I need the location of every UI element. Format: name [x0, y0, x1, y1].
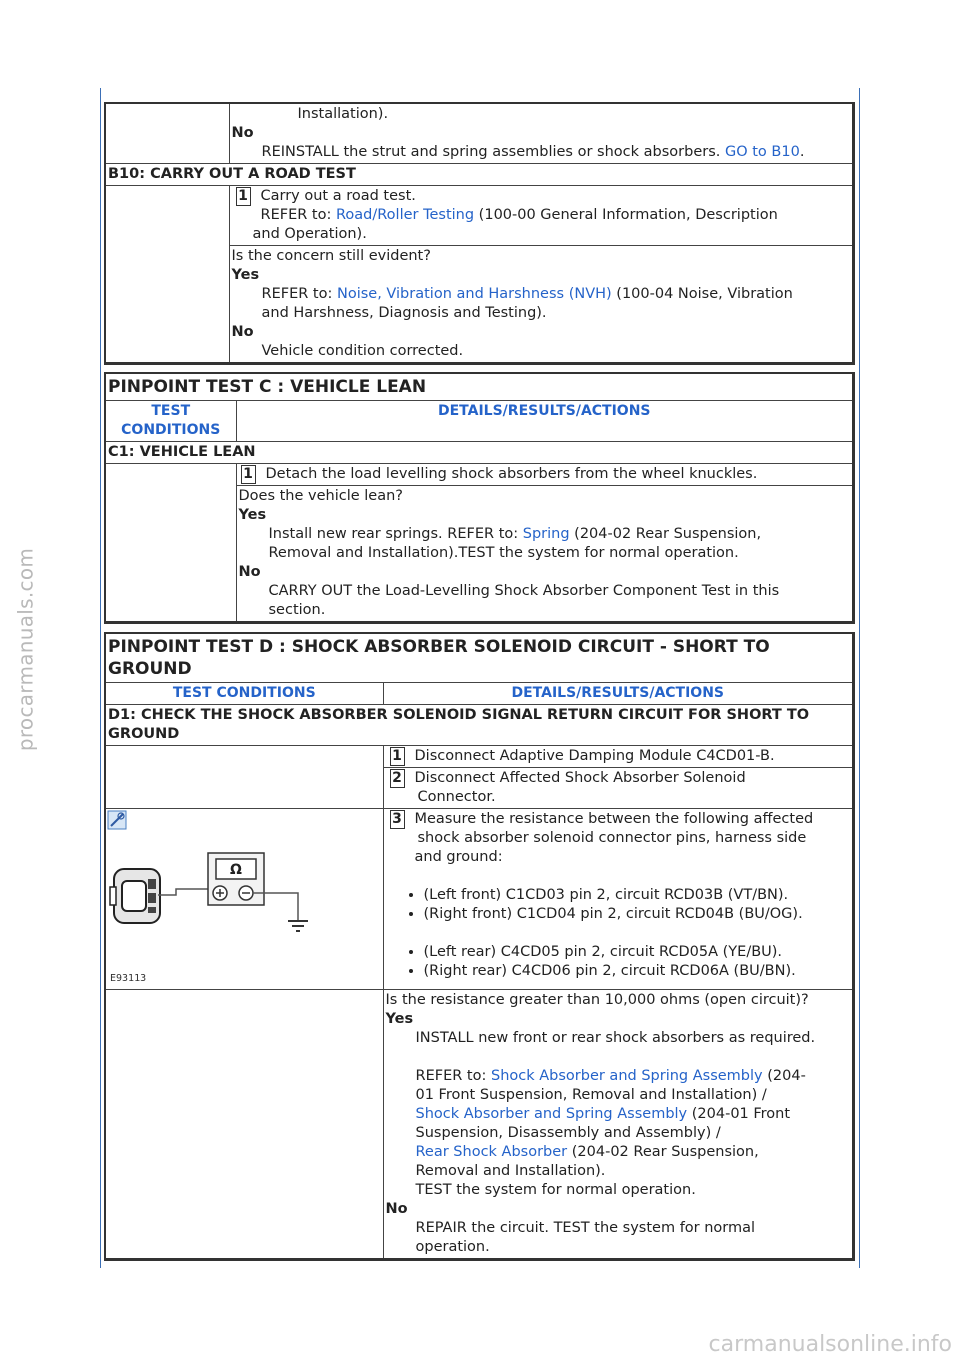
footer-watermark: carmanualsonline.info [708, 1332, 952, 1357]
yes-action-cont: Removal and Installation).TEST the system for normal operation. [268, 545, 739, 561]
step-text-cont: and ground: [414, 849, 503, 865]
table-row [105, 186, 854, 246]
step-cell [383, 809, 854, 990]
test-conditions-cell [105, 746, 383, 809]
yes-action: REFER to: Noise, Vibration and Harshness (NVH) (100-04 Noise, Vibration [261, 286, 793, 302]
results-cell [383, 990, 854, 1260]
zoom-icon[interactable] [108, 811, 126, 829]
step-text: Disconnect Adaptive Damping Module C4CD01-B. [414, 748, 775, 764]
list-item: • (Left front) C1CD03 pin 2, circuit RCD03B (VT/BN). [424, 886, 851, 905]
connector-icon [110, 869, 160, 923]
refer-line-cont: and Operation). [252, 226, 367, 242]
yes-action: INSTALL new front or rear shock absorbers as required. [415, 1030, 816, 1046]
question-text: Is the resistance greater than 10,000 ohms (open circuit)? [385, 992, 809, 1008]
side-watermark: procarmanuals.com [13, 547, 38, 752]
refer-line-cont: Removal and Installation). [415, 1163, 606, 1179]
no-label: No [385, 1201, 408, 1217]
question-text: Is the concern still evident? [231, 248, 431, 264]
ground-symbol-icon [288, 921, 308, 931]
results-cell [229, 246, 854, 364]
step-number: 1 [241, 465, 256, 484]
yes-label: Yes [238, 507, 267, 523]
yes-label: Yes [231, 267, 260, 283]
step-cell [383, 768, 854, 809]
no-action: Vehicle condition corrected. [261, 343, 464, 359]
figure-label: E93113 [110, 973, 147, 984]
step-text: Disconnect Affected Shock Absorber Solenoid [414, 770, 746, 786]
table-row [105, 990, 854, 1260]
no-label: No [231, 125, 254, 141]
no-label: No [231, 324, 254, 340]
measurement-diagram [106, 809, 382, 989]
col-header-test-conditions: TEST CONDITIONS [105, 683, 383, 705]
nvh-link[interactable]: Noise, Vibration and Harshness (NVH) [336, 286, 612, 302]
refer-line: REFER to: Shock Absorber and Spring Assembly (204- [415, 1068, 806, 1084]
step-number: 2 [390, 769, 405, 788]
test-conditions-cell [105, 186, 229, 364]
table-row [105, 705, 854, 746]
test-conditions-cell [105, 103, 229, 164]
no-action: REPAIR the circuit. TEST the system for normal [415, 1220, 756, 1236]
circuit-figure [106, 809, 383, 989]
table-row [105, 746, 854, 768]
step-c1-title: C1: VEHICLE LEAN [105, 442, 854, 464]
yes-action-cont: and Harshness, Diagnosis and Testing). [261, 305, 547, 321]
pinpoint-test-d-table [104, 632, 855, 1261]
pinpoint-test-c-title: PINPOINT TEST C : VEHICLE LEAN [105, 373, 854, 401]
table-row [105, 633, 854, 683]
table-row [105, 103, 854, 164]
table-row [105, 809, 854, 990]
shock-absorber-spring-disassembly-link[interactable]: Shock Absorber and Spring Assembly [415, 1106, 688, 1122]
pinpoint-test-d-title: PINPOINT TEST D : SHOCK ABSORBER SOLENOID CIRCUIT - SHORT TO GROUND [105, 633, 854, 683]
test-conditions-cell [105, 990, 383, 1260]
rear-pin-list [390, 943, 851, 981]
table-row [105, 442, 854, 464]
col-header-details: DETAILS/RESULTS/ACTIONS [236, 401, 854, 442]
step-text: Carry out a road test. [260, 188, 416, 204]
col-header-details: DETAILS/RESULTS/ACTIONS [383, 683, 854, 705]
step-cell [383, 746, 854, 768]
right-margin-rule [859, 88, 860, 1268]
figure-cell [105, 809, 383, 990]
no-action-cont: operation. [415, 1239, 490, 1255]
refer-line: Rear Shock Absorber (204-02 Rear Suspension, [415, 1144, 759, 1160]
list-item: • (Right front) C1CD04 pin 2, circuit RCD04B (BU/OG). [424, 905, 851, 924]
table-row [105, 683, 854, 705]
step-d1-title: D1: CHECK THE SHOCK ABSORBER SOLENOID SIGNAL RETURN CIRCUIT FOR SHORT TO GROUND [105, 705, 854, 746]
refer-line: Shock Absorber and Spring Assembly (204-01 Front [415, 1106, 791, 1122]
yes-action: Install new rear springs. REFER to: Spring (204-02 Rear Suspension, [268, 526, 762, 542]
yes-label: Yes [385, 1011, 414, 1027]
rear-shock-absorber-link[interactable]: Rear Shock Absorber [415, 1144, 568, 1160]
step-b10-title: B10: CARRY OUT A ROAD TEST [105, 164, 854, 186]
continued-text: Installation). [297, 106, 389, 122]
question-text: Does the vehicle lean? [238, 488, 403, 504]
step-number: 1 [236, 187, 251, 206]
pinpoint-test-b-table [104, 102, 855, 365]
step-number: 3 [390, 810, 405, 829]
step-number: 1 [390, 747, 405, 766]
front-pin-list [390, 886, 851, 924]
table-row [105, 164, 854, 186]
step-cell [236, 464, 854, 486]
step-text: Detach the load levelling shock absorbers from the wheel knuckles. [265, 466, 758, 482]
go-to-b10-link[interactable]: GO to B10 [724, 144, 800, 160]
step-text-cont: Connector. [417, 789, 496, 805]
test-line: TEST the system for normal operation. [415, 1182, 696, 1198]
step-text-cont: shock absorber solenoid connector pins, harness side [417, 830, 807, 846]
test-conditions-cell [105, 464, 236, 623]
results-cell [229, 103, 854, 164]
step-text: Measure the resistance between the following affected [414, 811, 814, 827]
ohm-symbol: Ω [230, 862, 242, 878]
col-header-test-conditions: TEST CONDITIONS [105, 401, 236, 442]
table-row [105, 401, 854, 442]
shock-absorber-spring-assembly-link[interactable]: Shock Absorber and Spring Assembly [490, 1068, 763, 1084]
refer-line: REFER to: Road/Roller Testing (100-00 General Information, Description [260, 207, 778, 223]
refer-line-cont: 01 Front Suspension, Removal and Installation) / [415, 1087, 767, 1103]
multimeter-icon [208, 853, 264, 905]
pinpoint-test-c-table [104, 372, 855, 624]
no-action-cont: section. [268, 602, 326, 618]
left-margin-rule [100, 88, 101, 1268]
no-label: No [238, 564, 261, 580]
list-item: • (Right rear) C4CD06 pin 2, circuit RCD06A (BU/BN). [424, 962, 851, 981]
step-cell [229, 186, 854, 246]
results-cell [236, 486, 854, 623]
road-roller-testing-link[interactable]: Road/Roller Testing [335, 207, 475, 223]
no-action: REINSTALL the strut and spring assemblies or shock absorbers. GO to B10. [261, 144, 805, 160]
spring-link[interactable]: Spring [522, 526, 570, 542]
table-row [105, 373, 854, 401]
list-item: • (Left rear) C4CD05 pin 2, circuit RCD05A (YE/BU). [424, 943, 851, 962]
refer-line-cont: Suspension, Disassembly and Assembly) / [415, 1125, 721, 1141]
table-row [105, 464, 854, 486]
no-action: CARRY OUT the Load-Levelling Shock Absorber Component Test in this [268, 583, 780, 599]
